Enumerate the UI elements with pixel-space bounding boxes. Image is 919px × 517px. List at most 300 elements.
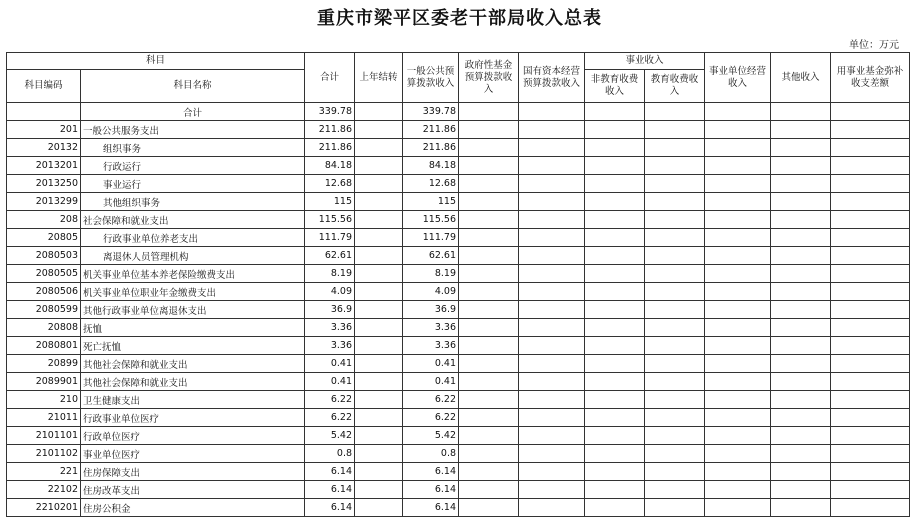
- empty-cell: [519, 301, 585, 319]
- code-cell: 208: [7, 211, 81, 229]
- name-cell: 抚恤: [81, 319, 305, 337]
- general-cell: 211.86: [403, 139, 459, 157]
- general-cell: 3.36: [403, 319, 459, 337]
- empty-cell: [459, 121, 519, 139]
- empty-cell: [645, 301, 705, 319]
- name-cell: 死亡抚恤: [81, 337, 305, 355]
- empty-cell: [705, 193, 771, 211]
- empty-cell: [831, 247, 910, 265]
- empty-cell: [519, 211, 585, 229]
- name-cell: 住房保障支出: [81, 463, 305, 481]
- empty-cell: [585, 391, 645, 409]
- total-cell: 5.42: [305, 427, 355, 445]
- empty-cell: [645, 139, 705, 157]
- general-cell: 115: [403, 193, 459, 211]
- code-cell: 2080503: [7, 247, 81, 265]
- empty-cell: [831, 121, 910, 139]
- empty-cell: [519, 139, 585, 157]
- empty-cell: [585, 301, 645, 319]
- table-row: [7, 193, 910, 211]
- empty-cell: [771, 139, 831, 157]
- empty-cell: [519, 121, 585, 139]
- carryover-cell: [355, 157, 403, 175]
- empty-cell: [585, 193, 645, 211]
- table-row: [7, 319, 910, 337]
- empty-cell: [831, 355, 910, 373]
- empty-cell: [705, 463, 771, 481]
- name-cell: 行政单位医疗: [81, 427, 305, 445]
- total-cell: 62.61: [305, 247, 355, 265]
- header-total: 合计: [305, 53, 355, 103]
- empty-cell: [645, 229, 705, 247]
- empty-cell: [831, 139, 910, 157]
- empty-cell: [831, 265, 910, 283]
- name-cell: 其他社会保障和就业支出: [81, 355, 305, 373]
- total-cell: 3.36: [305, 319, 355, 337]
- empty-cell: [645, 247, 705, 265]
- code-cell: 20132: [7, 139, 81, 157]
- total-total-cell: 339.78: [305, 103, 355, 121]
- empty-cell: [585, 373, 645, 391]
- table-row: [7, 499, 910, 517]
- empty-cell: [585, 409, 645, 427]
- empty-cell: [645, 409, 705, 427]
- total-cell: 211.86: [305, 121, 355, 139]
- empty-cell: [585, 211, 645, 229]
- empty-cell: [831, 463, 910, 481]
- empty-cell: [705, 121, 771, 139]
- name-cell: 行政事业单位医疗: [81, 409, 305, 427]
- general-cell: 0.8: [403, 445, 459, 463]
- empty-cell: [705, 139, 771, 157]
- empty-cell: [771, 103, 831, 121]
- header-operating: 事业单位经营收入: [705, 53, 771, 103]
- empty-cell: [831, 337, 910, 355]
- empty-cell: [831, 445, 910, 463]
- code-cell: 2080801: [7, 337, 81, 355]
- empty-cell: [585, 427, 645, 445]
- table-row: [7, 445, 910, 463]
- empty-cell: [645, 283, 705, 301]
- total-cell: 211.86: [305, 139, 355, 157]
- empty-cell: [705, 301, 771, 319]
- empty-cell: [705, 211, 771, 229]
- total-cell: 111.79: [305, 229, 355, 247]
- empty-cell: [585, 121, 645, 139]
- total-cell: 0.41: [305, 355, 355, 373]
- code-cell: 21011: [7, 409, 81, 427]
- carryover-cell: [355, 283, 403, 301]
- code-cell: 2101101: [7, 427, 81, 445]
- table-row: [7, 409, 910, 427]
- code-cell: 20899: [7, 355, 81, 373]
- empty-cell: [771, 229, 831, 247]
- total-cell: 0.8: [305, 445, 355, 463]
- empty-cell: [645, 391, 705, 409]
- empty-cell: [705, 319, 771, 337]
- code-cell: 201: [7, 121, 81, 139]
- empty-cell: [459, 427, 519, 445]
- empty-cell: [705, 337, 771, 355]
- code-cell: 2013250: [7, 175, 81, 193]
- table-row: [7, 211, 910, 229]
- empty-cell: [705, 499, 771, 517]
- general-cell: 6.22: [403, 409, 459, 427]
- empty-cell: [585, 319, 645, 337]
- general-cell: 12.68: [403, 175, 459, 193]
- empty-cell: [771, 337, 831, 355]
- empty-cell: [459, 319, 519, 337]
- empty-cell: [645, 211, 705, 229]
- empty-cell: [705, 427, 771, 445]
- empty-cell: [459, 373, 519, 391]
- total-general-cell: 339.78: [403, 103, 459, 121]
- general-cell: 84.18: [403, 157, 459, 175]
- income-summary-table: [6, 52, 910, 517]
- empty-cell: [519, 193, 585, 211]
- code-cell: 2080505: [7, 265, 81, 283]
- code-cell: 221: [7, 463, 81, 481]
- empty-cell: [705, 391, 771, 409]
- table-row: [7, 139, 910, 157]
- general-cell: 6.14: [403, 499, 459, 517]
- name-cell: 事业单位医疗: [81, 445, 305, 463]
- empty-cell: [705, 373, 771, 391]
- empty-cell: [519, 499, 585, 517]
- empty-cell: [519, 265, 585, 283]
- empty-cell: [705, 481, 771, 499]
- name-cell: 社会保障和就业支出: [81, 211, 305, 229]
- carryover-cell: [355, 247, 403, 265]
- general-cell: 6.14: [403, 481, 459, 499]
- total-cell: 84.18: [305, 157, 355, 175]
- general-cell: 8.19: [403, 265, 459, 283]
- empty-cell: [459, 355, 519, 373]
- empty-cell: [831, 211, 910, 229]
- header-general-budget: 一般公共预算拨款收入: [403, 53, 459, 103]
- code-cell: 2080599: [7, 301, 81, 319]
- table-row: [7, 157, 910, 175]
- total-row: [7, 103, 910, 121]
- empty-cell: [519, 247, 585, 265]
- carryover-cell: [355, 121, 403, 139]
- empty-cell: [771, 409, 831, 427]
- empty-cell: [645, 103, 705, 121]
- empty-cell: [645, 463, 705, 481]
- empty-cell: [771, 319, 831, 337]
- empty-cell: [771, 121, 831, 139]
- name-cell: 其他组织事务: [81, 193, 305, 211]
- carryover-cell: [355, 463, 403, 481]
- code-cell: 2013201: [7, 157, 81, 175]
- empty-cell: [771, 193, 831, 211]
- name-cell: 离退休人员管理机构: [81, 247, 305, 265]
- empty-cell: [771, 355, 831, 373]
- empty-cell: [459, 445, 519, 463]
- empty-cell: [831, 499, 910, 517]
- total-cell: 6.22: [305, 391, 355, 409]
- carryover-cell: [355, 499, 403, 517]
- empty-cell: [519, 481, 585, 499]
- general-cell: 111.79: [403, 229, 459, 247]
- empty-cell: [645, 355, 705, 373]
- empty-cell: [771, 373, 831, 391]
- carryover-cell: [355, 319, 403, 337]
- empty-cell: [705, 283, 771, 301]
- empty-cell: [519, 175, 585, 193]
- empty-cell: [771, 445, 831, 463]
- general-cell: 211.86: [403, 121, 459, 139]
- empty-cell: [519, 373, 585, 391]
- empty-cell: [831, 373, 910, 391]
- name-cell: 一般公共服务支出: [81, 121, 305, 139]
- empty-cell: [831, 319, 910, 337]
- empty-cell: [585, 247, 645, 265]
- empty-cell: [705, 355, 771, 373]
- carryover-cell: [355, 193, 403, 211]
- empty-cell: [585, 139, 645, 157]
- table-row: [7, 391, 910, 409]
- total-name-cell: 合计: [81, 103, 305, 121]
- empty-cell: [645, 157, 705, 175]
- empty-cell: [459, 175, 519, 193]
- carryover-cell: [355, 481, 403, 499]
- empty-cell: [645, 373, 705, 391]
- name-cell: 组织事务: [81, 139, 305, 157]
- carryover-cell: [355, 139, 403, 157]
- empty-cell: [519, 103, 585, 121]
- empty-cell: [585, 355, 645, 373]
- total-cell: 4.09: [305, 283, 355, 301]
- empty-cell: [705, 175, 771, 193]
- empty-cell: [519, 283, 585, 301]
- carryover-cell: [355, 175, 403, 193]
- general-cell: 4.09: [403, 283, 459, 301]
- empty-cell: [459, 481, 519, 499]
- general-cell: 0.41: [403, 355, 459, 373]
- name-cell: 住房改革支出: [81, 481, 305, 499]
- carryover-cell: [355, 229, 403, 247]
- empty-cell: [459, 139, 519, 157]
- empty-cell: [459, 247, 519, 265]
- empty-cell: [831, 481, 910, 499]
- header-edu: 教育收费收入: [645, 70, 705, 103]
- header-name: 科目名称: [81, 70, 305, 103]
- name-cell: 住房公积金: [81, 499, 305, 517]
- empty-cell: [519, 427, 585, 445]
- total-cell: 6.14: [305, 499, 355, 517]
- carryover-cell: [355, 391, 403, 409]
- empty-cell: [645, 427, 705, 445]
- code-cell: 2210201: [7, 499, 81, 517]
- empty-cell: [831, 175, 910, 193]
- empty-cell: [519, 463, 585, 481]
- header-non-edu: 非教育收费收入: [585, 70, 645, 103]
- empty-cell: [705, 265, 771, 283]
- empty-cell: [519, 355, 585, 373]
- general-cell: 3.36: [403, 337, 459, 355]
- name-cell: 卫生健康支出: [81, 391, 305, 409]
- total-carryover-cell: [355, 103, 403, 121]
- empty-cell: [705, 445, 771, 463]
- general-cell: 6.14: [403, 463, 459, 481]
- empty-cell: [585, 481, 645, 499]
- name-cell: 机关事业单位基本养老保险缴费支出: [81, 265, 305, 283]
- code-cell: 210: [7, 391, 81, 409]
- empty-cell: [645, 175, 705, 193]
- empty-cell: [459, 283, 519, 301]
- empty-cell: [585, 103, 645, 121]
- name-cell: 其他行政事业单位离退休支出: [81, 301, 305, 319]
- empty-cell: [585, 445, 645, 463]
- carryover-cell: [355, 445, 403, 463]
- empty-cell: [705, 409, 771, 427]
- header-code: 科目编码: [7, 70, 81, 103]
- total-cell: 6.14: [305, 463, 355, 481]
- carryover-cell: [355, 301, 403, 319]
- header-row-1: [7, 53, 910, 70]
- empty-cell: [771, 427, 831, 445]
- empty-cell: [459, 499, 519, 517]
- empty-cell: [771, 463, 831, 481]
- code-cell: 20808: [7, 319, 81, 337]
- empty-cell: [459, 409, 519, 427]
- empty-cell: [831, 427, 910, 445]
- empty-cell: [459, 157, 519, 175]
- empty-cell: [645, 319, 705, 337]
- code-cell: 2013299: [7, 193, 81, 211]
- table-row: [7, 283, 910, 301]
- general-cell: 62.61: [403, 247, 459, 265]
- empty-cell: [519, 157, 585, 175]
- table-row: [7, 355, 910, 373]
- empty-cell: [519, 337, 585, 355]
- name-cell: 行政事业单位养老支出: [81, 229, 305, 247]
- empty-cell: [831, 391, 910, 409]
- empty-cell: [771, 301, 831, 319]
- carryover-cell: [355, 211, 403, 229]
- table-row: [7, 463, 910, 481]
- empty-cell: [459, 391, 519, 409]
- empty-cell: [519, 319, 585, 337]
- empty-cell: [459, 211, 519, 229]
- header-carryover: 上年结转: [355, 53, 403, 103]
- carryover-cell: [355, 427, 403, 445]
- empty-cell: [519, 445, 585, 463]
- empty-cell: [585, 499, 645, 517]
- empty-cell: [645, 265, 705, 283]
- empty-cell: [459, 301, 519, 319]
- empty-cell: [771, 481, 831, 499]
- empty-cell: [771, 283, 831, 301]
- header-business-income: 事业收入: [585, 53, 705, 70]
- total-cell: 6.14: [305, 481, 355, 499]
- total-cell: 3.36: [305, 337, 355, 355]
- table-row: [7, 229, 910, 247]
- empty-cell: [771, 499, 831, 517]
- empty-cell: [459, 193, 519, 211]
- header-subject: 科目: [7, 53, 305, 70]
- empty-cell: [645, 481, 705, 499]
- empty-cell: [831, 409, 910, 427]
- header-state-capital: 国有资本经营预算拨款收入: [519, 53, 585, 103]
- empty-cell: [519, 229, 585, 247]
- empty-cell: [459, 463, 519, 481]
- total-cell: 12.68: [305, 175, 355, 193]
- empty-cell: [519, 409, 585, 427]
- table-row: [7, 301, 910, 319]
- table-row: [7, 337, 910, 355]
- carryover-cell: [355, 265, 403, 283]
- empty-cell: [459, 229, 519, 247]
- empty-cell: [831, 229, 910, 247]
- empty-cell: [645, 121, 705, 139]
- report-title: 重庆市梁平区委老干部局收入总表: [317, 8, 602, 29]
- empty-cell: [771, 175, 831, 193]
- header-gov-fund: 政府性基金预算拨款收入: [459, 53, 519, 103]
- header-other: 其他收入: [771, 53, 831, 103]
- empty-cell: [645, 499, 705, 517]
- empty-cell: [645, 337, 705, 355]
- empty-cell: [645, 445, 705, 463]
- table-row: [7, 175, 910, 193]
- table-row: [7, 121, 910, 139]
- general-cell: 115.56: [403, 211, 459, 229]
- empty-cell: [459, 103, 519, 121]
- header-subsidy: 用事业基金弥补收支差额: [831, 53, 910, 103]
- name-cell: 其他社会保障和就业支出: [81, 373, 305, 391]
- empty-cell: [585, 337, 645, 355]
- general-cell: 36.9: [403, 301, 459, 319]
- total-cell: 0.41: [305, 373, 355, 391]
- empty-cell: [771, 211, 831, 229]
- empty-cell: [705, 247, 771, 265]
- empty-cell: [645, 193, 705, 211]
- total-cell: 6.22: [305, 409, 355, 427]
- empty-cell: [705, 157, 771, 175]
- total-cell: 8.19: [305, 265, 355, 283]
- code-cell: 2089901: [7, 373, 81, 391]
- name-cell: 机关事业单位职业年金缴费支出: [81, 283, 305, 301]
- empty-cell: [585, 175, 645, 193]
- empty-cell: [831, 157, 910, 175]
- unit-label: 单位：万元: [849, 40, 899, 51]
- empty-cell: [771, 265, 831, 283]
- empty-cell: [585, 157, 645, 175]
- carryover-cell: [355, 373, 403, 391]
- carryover-cell: [355, 337, 403, 355]
- total-cell: 36.9: [305, 301, 355, 319]
- empty-cell: [585, 265, 645, 283]
- carryover-cell: [355, 409, 403, 427]
- code-cell: 22102: [7, 481, 81, 499]
- table-row: [7, 247, 910, 265]
- code-cell: 20805: [7, 229, 81, 247]
- code-cell: 2101102: [7, 445, 81, 463]
- empty-cell: [771, 391, 831, 409]
- empty-cell: [459, 337, 519, 355]
- empty-cell: [771, 247, 831, 265]
- empty-cell: [831, 301, 910, 319]
- general-cell: 0.41: [403, 373, 459, 391]
- general-cell: 6.22: [403, 391, 459, 409]
- code-cell: 2080506: [7, 283, 81, 301]
- empty-cell: [459, 265, 519, 283]
- empty-cell: [771, 157, 831, 175]
- total-code-cell: [7, 103, 81, 121]
- table-row: [7, 265, 910, 283]
- empty-cell: [585, 229, 645, 247]
